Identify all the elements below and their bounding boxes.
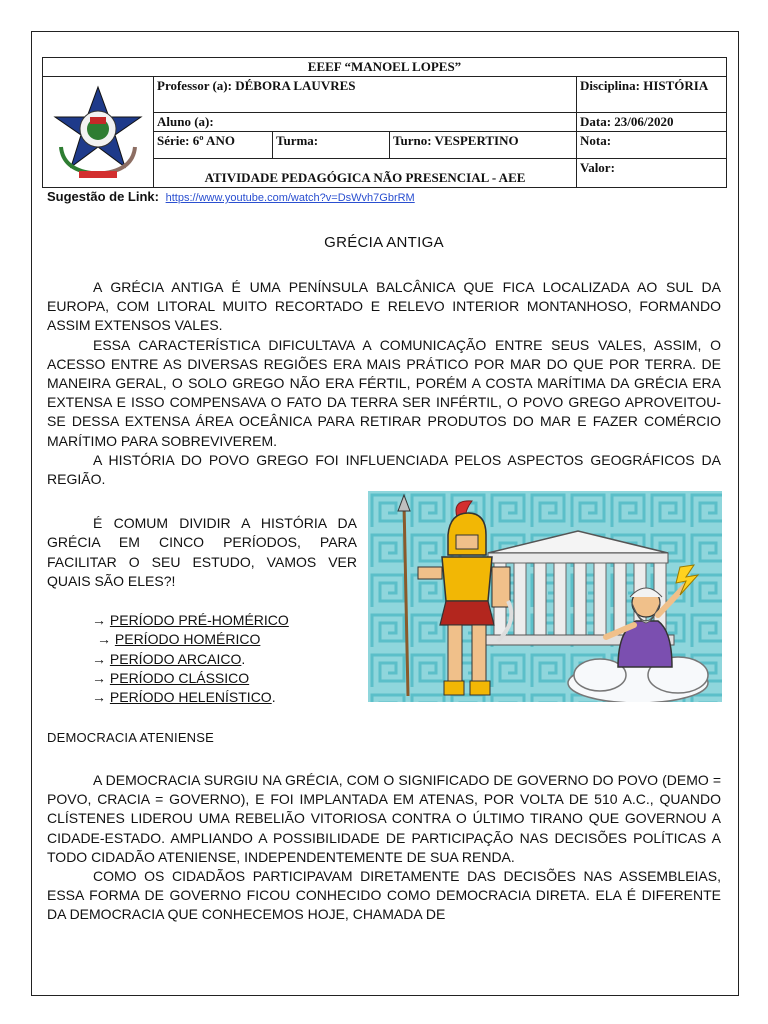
school-name: EEEF “MANOEL LOPES” bbox=[43, 58, 727, 77]
intro-text bbox=[47, 278, 721, 489]
intro-paragraph: A HISTÓRIA DO POVO GREGO FOI INFLUENCIADA PELOS ASPECTOS GEOGRÁFICOS DA REGIÃO. bbox=[47, 451, 721, 488]
score-field[interactable]: Nota: bbox=[577, 132, 727, 159]
period-label: PERÍODO ARCAICO bbox=[109, 650, 242, 667]
value-field[interactable]: Valor: bbox=[577, 159, 727, 188]
period-label: PERÍODO HELENÍSTICO bbox=[109, 689, 272, 706]
link-suggestion bbox=[47, 189, 415, 204]
subject-field: Disciplina: HISTÓRIA bbox=[577, 77, 727, 113]
periods-intro bbox=[47, 514, 357, 591]
democracy-text bbox=[47, 771, 721, 925]
page-title: GRÉCIA ANTIGA bbox=[324, 234, 444, 251]
period-label: PERÍODO HOMÉRICO bbox=[114, 631, 261, 648]
greek-illustration-icon bbox=[368, 491, 722, 702]
student-field[interactable]: Aluno (a): bbox=[154, 113, 577, 132]
democracy-paragraph: A DEMOCRACIA SURGIU NA GRÉCIA, COM O SIGNIFICADO DE GOVERNO DO POVO (DEMO = POVO, CRACIA = GOVERNO), E FOI IMPLANTADA EM ATENAS, POR VOLTA DE 510 A.C., QUANDO CLÍSTENES LIDEROU UMA REBELIÃO VITORIOSA CONTRA O ÚLTIMO TIRANO QUE GOVERNOU A CIDADE-ESTADO. AMPLIANDO A POSSIBILIDADE DE PARTICIPAÇÃO NAS DECISÕES POLÍTICAS A TODO CIDADÃO ATENIENSE, INDEPENDENTEMENTE DE SUA RENDA. bbox=[47, 772, 721, 865]
arrow-icon: → bbox=[92, 650, 106, 667]
periods-list bbox=[92, 611, 289, 707]
arrow-icon: → bbox=[92, 669, 106, 686]
shift-field: Turno: VESPERTINO bbox=[390, 132, 577, 159]
periods-intro-paragraph: É COMUM DIVIDIR A HISTÓRIA DA GRÉCIA EM CINCO PERÍODOS, PARA FACILITAR O SEU ESTUDO, VAMOS VER QUAIS SÃO ELES?! bbox=[47, 515, 357, 589]
intro-paragraph: A GRÉCIA ANTIGA É UMA PENÍNSULA BALCÂNICA QUE FICA LOCALIZADA AO SUL DA EUROPA, COM LITORAL MUITO RECORTADO E RELEVO INTERIOR MONTANHOSO, FORMANDO ASSIM EXTENSOS VALES. bbox=[47, 279, 721, 334]
date-field: Data: 23/06/2020 bbox=[577, 113, 727, 132]
democracy-heading: DEMOCRACIA ATENIENSE bbox=[47, 730, 215, 745]
list-item bbox=[92, 611, 289, 630]
link-label: Sugestão de Link: bbox=[47, 189, 159, 204]
period-label: PERÍODO CLÁSSICO bbox=[109, 669, 250, 686]
arrow-icon: → bbox=[97, 631, 111, 648]
youtube-link[interactable]: https://www.youtube.com/watch?v=DsWvh7GbrRM bbox=[165, 192, 415, 204]
class-field[interactable]: Turma: bbox=[273, 132, 390, 159]
list-item: → PERÍODO HELENÍSTICO. bbox=[92, 689, 276, 706]
activity-title: ATIVIDADE PEDAGÓGICA NÃO PRESENCIAL - AEE bbox=[154, 159, 577, 188]
list-item bbox=[92, 669, 289, 688]
school-header-table bbox=[42, 57, 727, 188]
list-item bbox=[92, 630, 289, 649]
list-item: → PERÍODO ARCAICO. bbox=[92, 650, 246, 667]
period-label: PERÍODO PRÉ-HOMÉRICO bbox=[109, 612, 289, 628]
arrow-icon: → bbox=[92, 612, 106, 628]
coat-of-arms-icon bbox=[43, 77, 154, 188]
arrow-icon: → bbox=[92, 689, 106, 706]
democracy-paragraph: COMO OS CIDADÃOS PARTICIPAVAM DIRETAMENTE DAS DECISÕES NAS ASSEMBLEIAS, ESSA FORMA DE GOVERNO FICOU CONHECIDO COMO DEMOCRACIA DIRETA. ELA É DIFERENTE DA DEMOCRACIA QUE CONHECEMOS HOJE, CHAMADA DE bbox=[47, 868, 721, 923]
grade-field: Série: 6º ANO bbox=[154, 132, 273, 159]
teacher-field: Professor (a): DÉBORA LAUVRES bbox=[154, 77, 577, 113]
intro-paragraph: ESSA CARACTERÍSTICA DIFICULTAVA A COMUNICAÇÃO ENTRE SEUS VALES, ASSIM, O ACESSO ENTRE AS DIVERSAS REGIÕES ERA MAIS PRÁTICO POR MAR DO QUE POR TERRA. DE MANEIRA GERAL, O SOLO GREGO NÃO ERA FÉRTIL, PORÉM A COSTA MARÍTIMA DA GRÉCIA ERA EXTENSA E ISSO COMPENSAVA O FATO DA TERRA SER INFÉRTIL, O POVO GREGO APROVEITOU-SE DESSA EXTENSA ÁREA OCEÂNICA PARA RETIRAR PRODUTOS DO MAR E FAZER COMÉRCIO MARÍTIMO PARA SOBREVIVEREM. bbox=[47, 336, 721, 449]
